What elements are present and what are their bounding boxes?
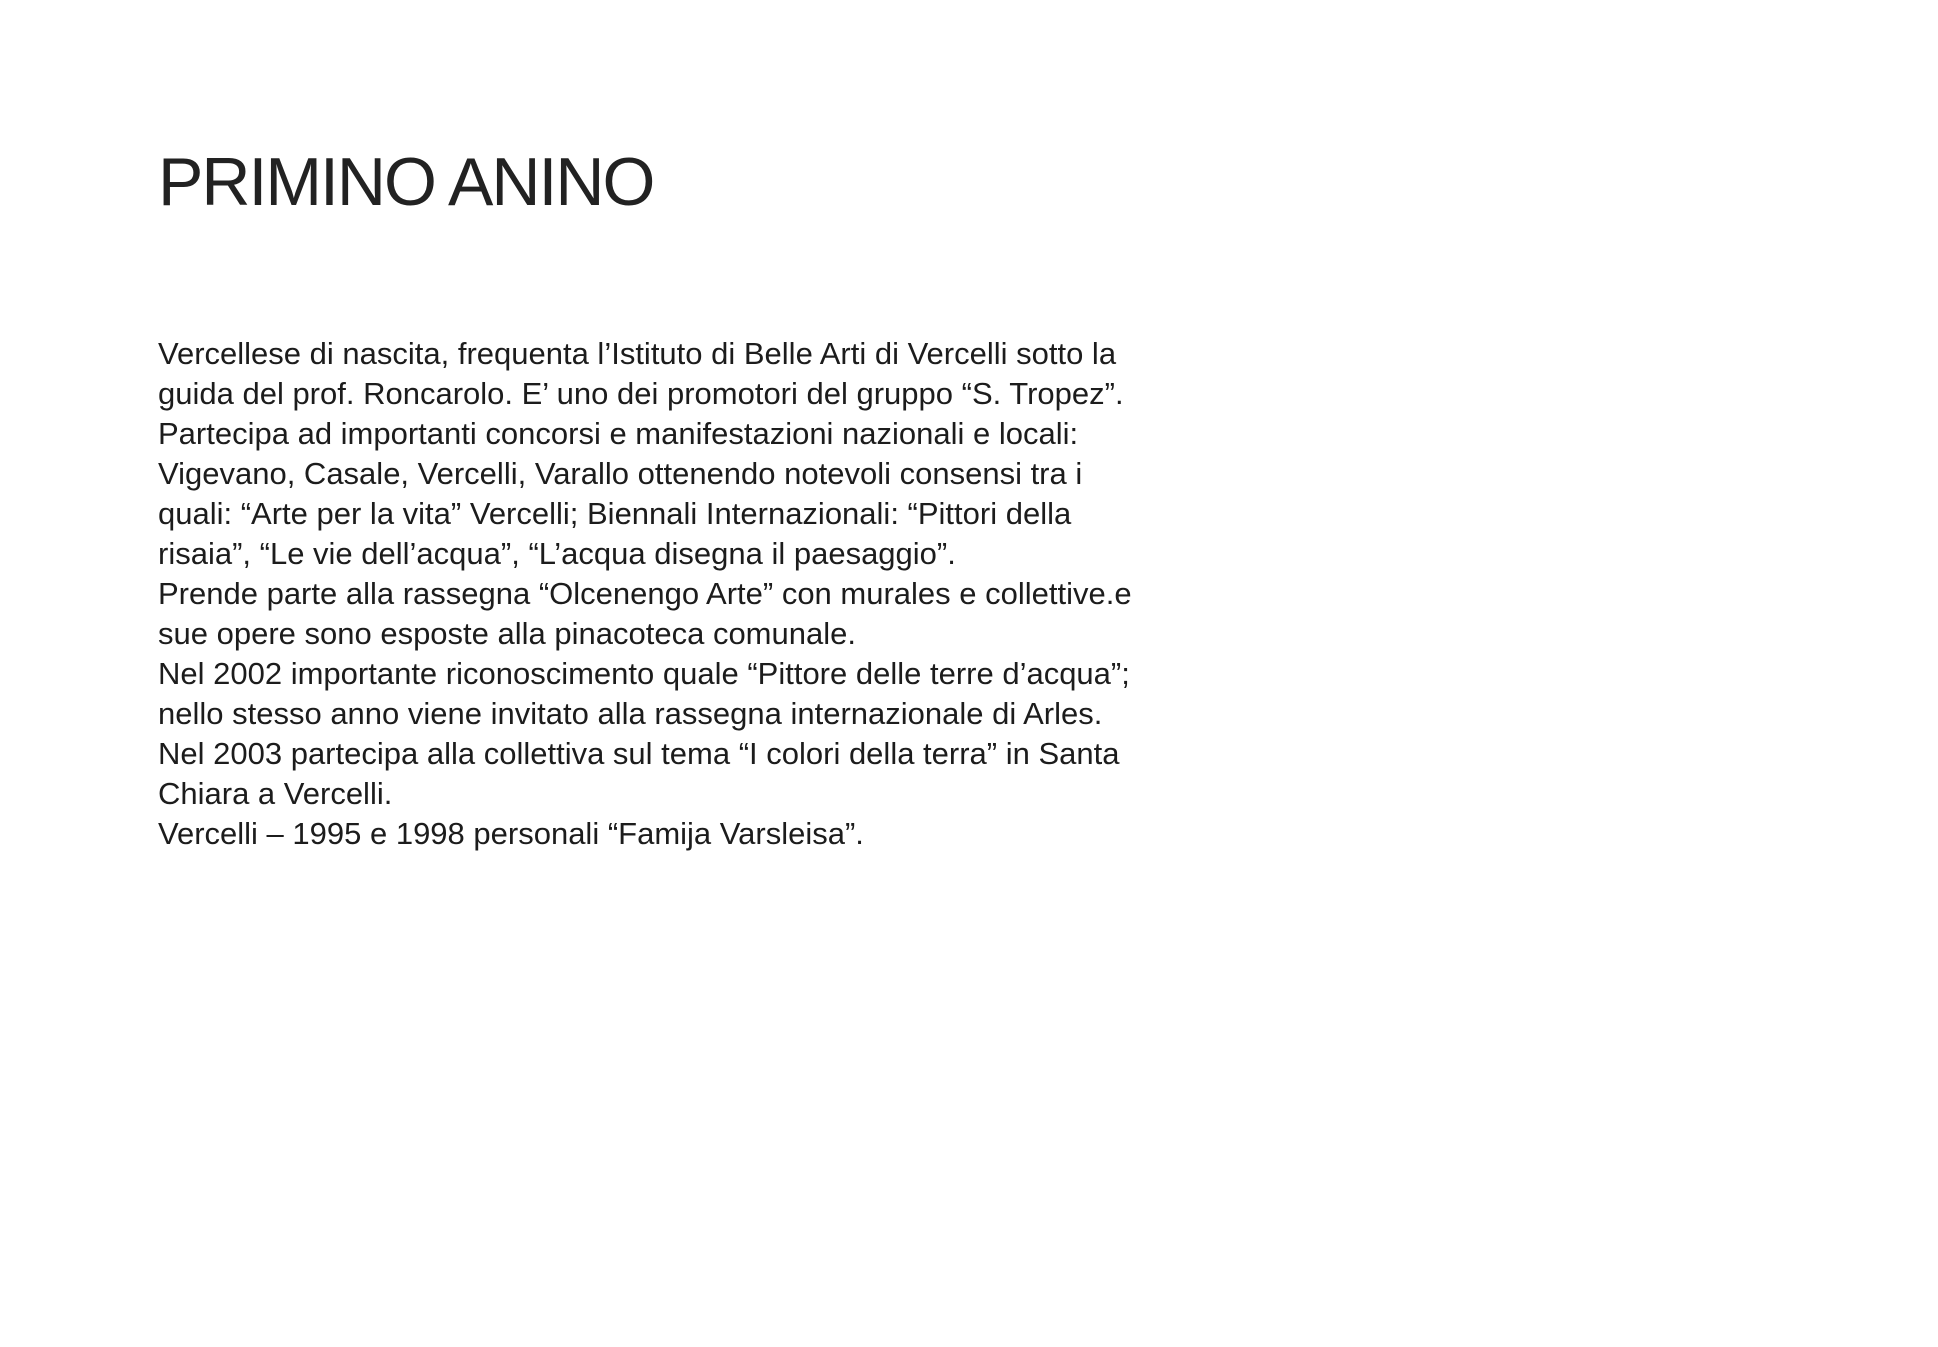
body-line: Chiara a Vercelli.	[158, 776, 393, 811]
body-line: sue opere sono esposte alla pinacoteca comunale.	[158, 616, 856, 651]
body-line: Partecipa ad importanti concorsi e manifestazioni nazionali e locali:	[158, 416, 1079, 451]
body-line: Nel 2002 importante riconoscimento quale “Pittore delle terre d’acqua”;	[158, 656, 1130, 691]
body-line: Vigevano, Casale, Vercelli, Varallo ottenendo notevoli consensi tra i	[158, 456, 1083, 491]
biography-text	[158, 334, 1278, 854]
body-line: nello stesso anno viene invitato alla rassegna internazionale di Arles.	[158, 696, 1103, 731]
page-title: PRIMINO ANINO	[158, 144, 654, 220]
body-line: Vercelli – 1995 e 1998 personali “Famija Varsleisa”.	[158, 816, 864, 851]
body-line: risaia”, “Le vie dell’acqua”, “L’acqua disegna il paesaggio”.	[158, 536, 956, 571]
body-line: Vercellese di nascita, frequenta l’Istituto di Belle Arti di Vercelli sotto la	[158, 336, 1117, 371]
body-line: quali: “Arte per la vita” Vercelli; Biennali Internazionali: “Pittori della	[158, 496, 1072, 531]
body-line: Nel 2003 partecipa alla collettiva sul tema “I colori della terra” in Santa	[158, 736, 1120, 771]
body-line: Prende parte alla rassegna “Olcenengo Arte” con murales e collettive.e	[158, 576, 1132, 611]
body-line: guida del prof. Roncarolo. E’ uno dei promotori del gruppo “S. Tropez”.	[158, 376, 1124, 411]
